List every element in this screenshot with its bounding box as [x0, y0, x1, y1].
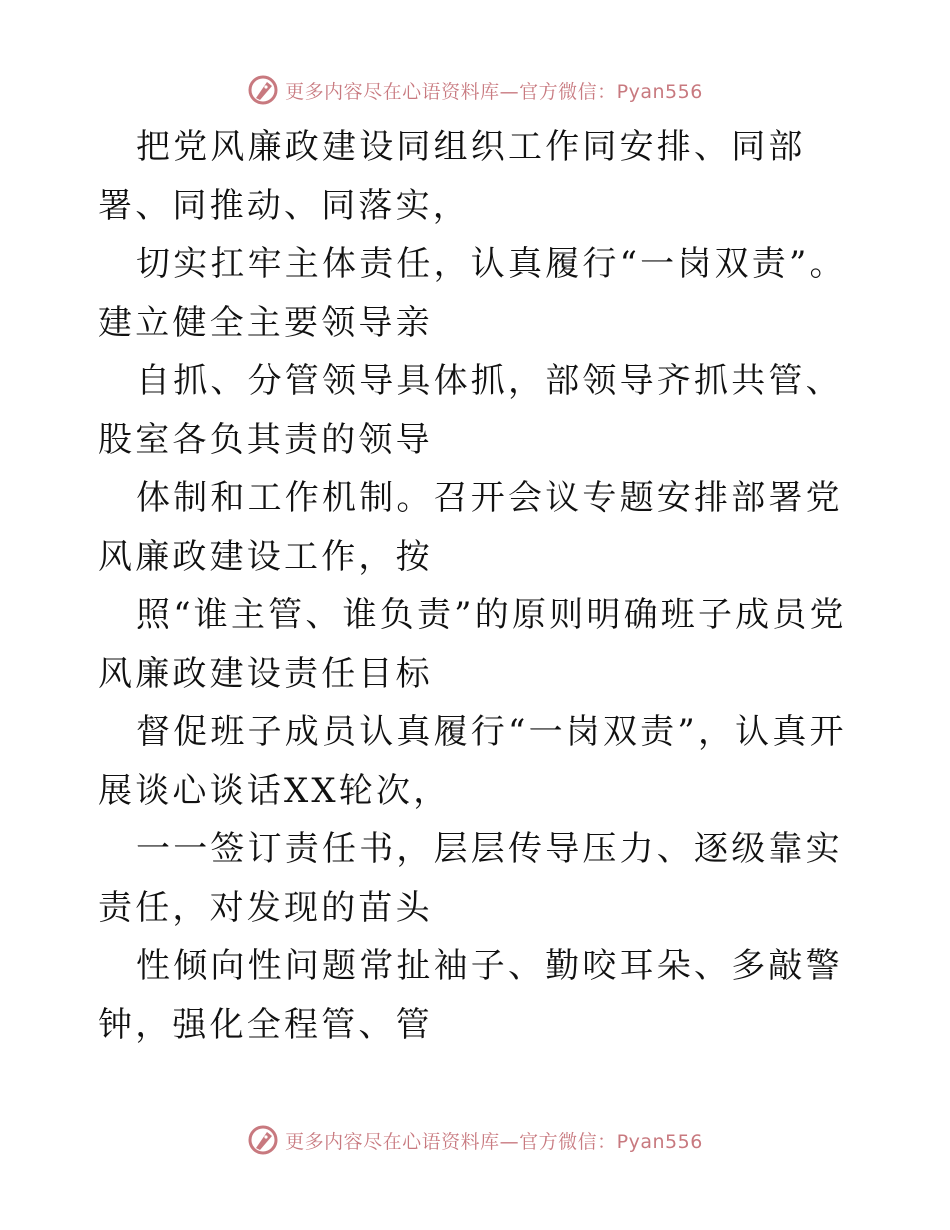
watermark-text: 更多内容尽在心语资料库—官方微信：Pyan556 [285, 1130, 703, 1153]
header-watermark [0, 74, 950, 106]
pen-nib-logo-icon [247, 74, 279, 106]
paragraph: 督促班子成员认真履行“一岗双责”，认真开展谈心谈话XX轮次， [98, 712, 847, 811]
watermark-text: 更多内容尽在心语资料库—官方微信：Pyan556 [285, 80, 703, 103]
paragraph: 一一签订责任书，层层传导压力、逐级靠实责任，对发现的苗头 [98, 829, 843, 928]
pen-nib-logo-icon [247, 1124, 279, 1156]
paragraph: 性倾向性问题常扯袖子、勤咬耳朵、多敲警钟，强化全程管、管 [98, 946, 843, 1045]
footer-watermark [0, 1124, 950, 1156]
document-body [98, 118, 858, 1054]
paragraph: 切实扛牢主体责任，认真履行“一岗双责”。建立健全主要领导亲 [98, 244, 847, 343]
paragraph: 照“谁主管、谁负责”的原则明确班子成员党风廉政建设责任目标 [98, 595, 847, 694]
paragraph: 体制和工作机制。召开会议专题安排部署党风廉政建设工作，按 [98, 478, 843, 577]
paragraph: 把党风廉政建设同组织工作同安排、同部署、同推动、同落实， [98, 127, 806, 226]
paragraph: 自抓、分管领导具体抓，部领导齐抓共管、股室各负其责的领导 [98, 361, 843, 460]
